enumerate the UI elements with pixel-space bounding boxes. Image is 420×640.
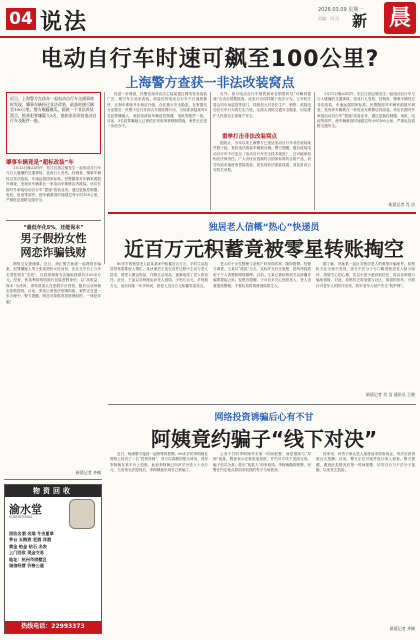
- box-paragraph: 网络交友需谨慎。近日，徐汇警方侦破一起网络诈骗案，犯罪嫌疑人男子张某假扮女性身份，在社交平台上与多名男性网友“恋爱”，以投资理财为名骗取钱财共计20余万元。经查，张某利用网络图片包装虚假身份，以“高收益、保本”为诱饵，诱导被害人在虚假平台投资，随后以各种理由拒绝提现。目前，张某已被依法刑事拘留，案件正在进一步办理中。警方提醒，网恋对象推荐投资理财的，一律是诈骗！: [6, 262, 101, 304]
- section-name: 说法: [40, 9, 89, 35]
- ad-brand-en: YUSHUITANG: [9, 515, 33, 519]
- story1-byline: 新晨记者 肖 洁: [388, 202, 415, 207]
- newspaper-logo: [352, 2, 418, 36]
- story1-col1-heading: 肇事车辆竟是“超标改装”车: [6, 160, 74, 166]
- column-divider: [104, 92, 105, 264]
- section-rule: [108, 212, 416, 214]
- logo-text-1: 新: [352, 12, 368, 30]
- liquor-bottle-icon: [69, 499, 95, 529]
- story3-col3-text: [316, 452, 415, 622]
- section-number: 04: [6, 8, 36, 30]
- story3-kicker: 网络投资诱骗后心有不甘: [214, 413, 314, 423]
- story1-col1-paragraph: 1月13日晚22时许，松江区泗泾镇发生一起电动自行车与行人碰撞的交通事故，造成行人受伤。经调查，肇事车辆经过非法改装，车速远超国家标准。民警随即对车辆来源展开调查，发现该车辆系在一家电动车维修店内改装。该店长期对外承接电动自行车“提速”改装业务，通过更换控制器、电机、电池等部件，使车辆最高时速超过每小时100公里，严重危及道路交通安全。: [6, 166, 101, 203]
- ad-category-bar: 物资回收: [5, 485, 101, 497]
- column-divider: [210, 92, 211, 210]
- story2-col3-text: [316, 262, 415, 390]
- advertisement: [4, 484, 102, 634]
- ad-line: 上门回收 现金交易: [9, 550, 44, 556]
- story2-byline: 新晨记者 肖 洁 通讯员 王晓: [365, 392, 415, 397]
- column-divider: [314, 92, 315, 210]
- story2-col1-text: [110, 262, 208, 397]
- box-kicker: “最低年化5%，还能保本”: [23, 225, 84, 231]
- story3-col1-paragraph: 近日，杨浦警方接到一起特殊的报警。60多岁的李阿姨在网络上结识了一名“投资导师”，对方以高额回报为诱饵，诱导李阿姨在某平台上投资。此前李阿姨已向该平台转入十余万元，当发现无法提现后，李阿姨意识到自己被骗了。: [110, 452, 208, 473]
- ad-phone: 热线电话：22993373: [5, 621, 101, 633]
- ad-line: 黄金 铂金 钻石 名表: [9, 543, 47, 549]
- story1-col3-text: [213, 141, 311, 209]
- story3-byline: 新晨记者 齐楠: [389, 626, 415, 631]
- story3-col3-paragraph: 经审讯，该男子承认受人指使前来收取现金，每次可获得数百元报酬。目前，警方正在对案件进行深入侦查。警方提醒，遇到此类情况应第一时间报警，切勿自行与不法分子接触，以免发生危险。: [316, 452, 415, 473]
- story1-col3-pre: [213, 92, 311, 128]
- section-rule: [4, 479, 102, 480]
- ad-line: 地址：杭州市拱墅区: [9, 556, 47, 562]
- story3-col2-text: [213, 452, 311, 632]
- story2-col3-paragraph: 据了解，该案系一起针对独居老人的典型诈骗案件。检察机关在办案中发现，部分不法分子专门瞄准独居老人缺少陪伴、渴望关心的心理，先以小恩小惠获取信任，再以各种借口骗取钱财。对此，检察机关将加强与社区、街道的协作，开展针对老年人的防诈宣传，筑牢老年人财产安全“防护网”。: [316, 262, 415, 288]
- ad-line: 回收名酒 名烟 冬虫夏草: [9, 531, 54, 536]
- story1-col4-paragraph: 1月13日晚22时许，松江区泗泾镇发生一起电动自行车与行人碰撞的交通事故，造成行人受伤。经调查，肇事车辆经过非法改装，车速远超国家标准。民警随即对车辆来源展开调查，发现该车辆系在一家电动车维修店内改装。该店长期对外承接电动自行车“提速”改装业务，通过更换控制器、电机、电池等部件，使车辆最高时速超过每小时100公里，严重危及道路交通安全。: [317, 92, 415, 129]
- story3-col2-paragraph: 心有不甘的李阿姨并未第一时间报警，而是继续与“导师”周旋，假意表示还要追加投资，并约对方线下见面交易。骗子信以为真，派出“取款人”前来取钱。李阿姨随即报警，民警在约定地点将前来取钱的男子当场抓获。: [213, 452, 311, 473]
- story1-col3-heading: 重拳打击非法改装窝点: [222, 134, 278, 140]
- ad-line: 茅台 五粮液 老酒 洋酒: [9, 537, 52, 543]
- story1-col2-text: [107, 92, 207, 212]
- story1-col3-pre-paragraph: 另外，部分电动自行车销售商家在销售时以“可解码提速”为卖点招揽顾客，此类行为同样属于违法行为。公安机关将会同市场监管等部门，持续加大对非法生产、销售、改装电动自行车行为的打击力度，从源头消除交通安全隐患，切实维护人民群众生命财产安全。: [213, 92, 311, 118]
- story3-headline: 阿姨竟约骗子“线下对决”: [150, 427, 378, 451]
- story1-col4-text: [317, 92, 415, 200]
- logo-text-2: 晨: [384, 2, 416, 34]
- story2-col2-paragraph: 老人的子女在整理父亲账户时发现异常，随即报警。经警方调查，王某以“借款”为名，实际并无归还意愿，将所得钱款用于个人消费和网络赌博。目前，王某已被检察机关以涉嫌诈骗罪提起公诉。检察官提醒，子女应多关心独居老人，老人也要提高警惕，不要轻易将钱财借给陌生人。: [213, 262, 311, 288]
- story1-subheadline: 上海警方查获一非法改装窝点: [125, 76, 295, 91]
- story3-col1-text: [110, 452, 208, 632]
- ad-line: 诚信经营 价格公道: [9, 563, 44, 569]
- box-title-line1: 男子假扮女性: [20, 232, 87, 245]
- ad-lines: [9, 531, 99, 569]
- story2-kicker: 独居老人信概“热心”快递员: [208, 223, 320, 233]
- box-byline: 新晨记者 齐楠: [75, 470, 101, 475]
- story2-col2-text: [213, 262, 311, 397]
- box-text: [6, 262, 101, 468]
- story2-col1-paragraph: 80多岁的独居老人赵某某家中积蓄近百万元，平时生活起居常常需要他人帮忙。某快递员王某在送件过程中主动与老人搭话，帮老人搬运物品、代购生活用品，逐渐取得了老人的信任。此后，王某以各种理由向老人借钱，少则几百元，多则数万元，前后持续一年多时间，将老人近百万元积蓄零星转走。: [110, 262, 208, 288]
- section-rule: [6, 220, 101, 221]
- story1-lede: 近日，上海警方在侦办一起电动自行车交通事故时发现，肇事车辆经过非法改装，最高时速可飙至100公里。警方顺藤摸瓜，捣毁一个非法改装窝点，抓获犯罪嫌疑人3名，查扣非法改装电动自行车及配件一批。: [6, 92, 101, 154]
- ad-brand: 渝水堂: [9, 503, 42, 516]
- publication-date: 2026.03.09 星期一: [318, 7, 364, 13]
- box-title-line2: 网恋诈骗钱财: [20, 246, 87, 259]
- story1-col3-paragraph: 据统计，今年以来上海警方已查处电动自行车非法改装案件数十起，查扣违法改装车辆数百辆。警方提醒，擅自改装电动自行车不仅违反《电动自行车安全技术规范》，还可能承担相应法律责任。广大市民应选购符合国家标准的合格产品，切勿为追求速度而冒险改装，如发现非法改装线索，请及时向公安机关举报。: [213, 141, 311, 173]
- story1-headline: 电动自行车时速可飙至100公里?: [40, 47, 380, 72]
- story2-headline: 近百万元积蓄竟被零星转账掏空: [124, 237, 404, 261]
- editor-credit: 责编：肖 洁: [318, 16, 340, 21]
- story1-col2-paragraph: 经进一步调查，民警发现该店店主陆某通过网络发布改装广告，吸引车主前来改装。改装后的电动自行车不仅速度极快，且刹车系统并未相应升级，存在极大安全隐患。在掌握充分证据后，民警于近日对该店开展收网行动，当场抓获陆某等3名犯罪嫌疑人，查扣待改装车辆及控制器、电机等配件一批。目前，3名犯罪嫌疑人已被依法采取刑事强制措施，案件正在进一步侦办中。: [107, 92, 207, 129]
- section-rule: [108, 404, 416, 405]
- story1-col1-text: [6, 166, 101, 218]
